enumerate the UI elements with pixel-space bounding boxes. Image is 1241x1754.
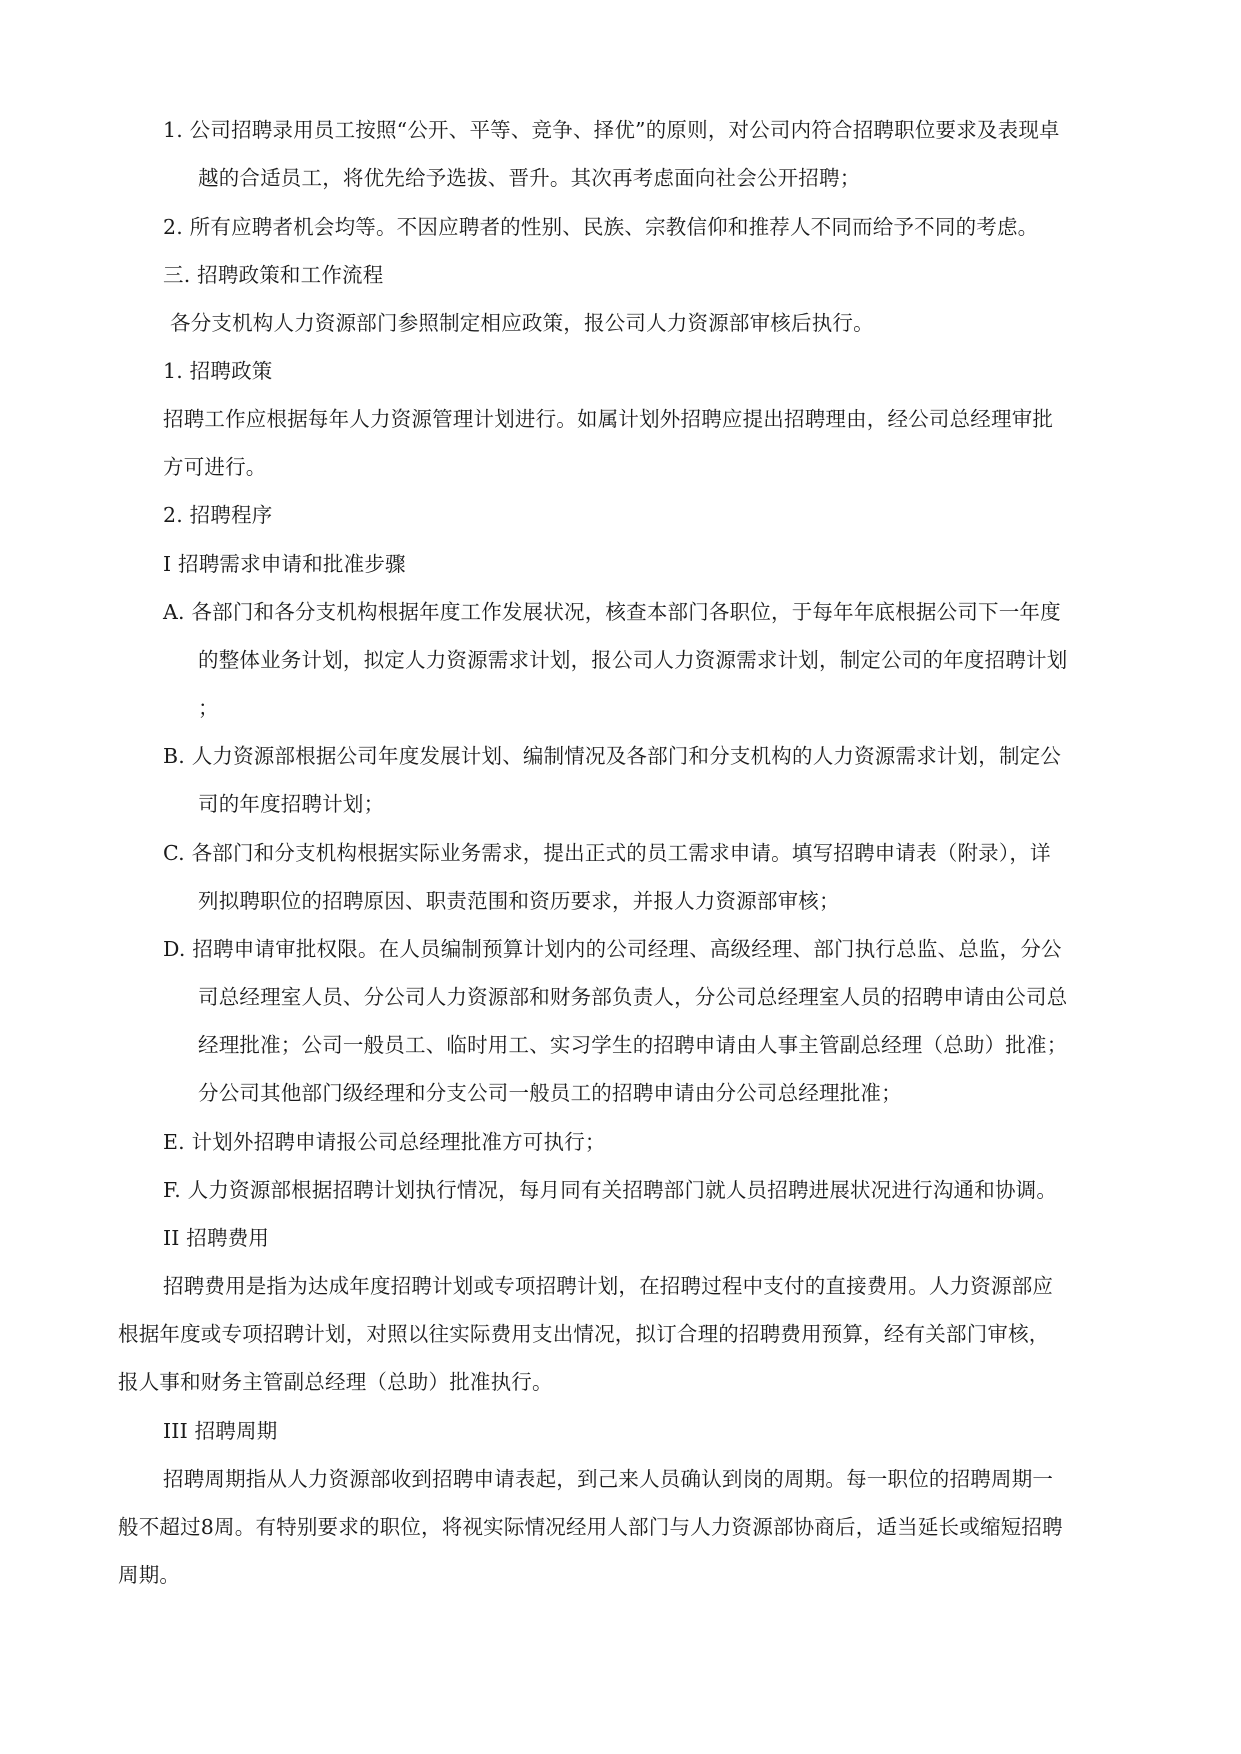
text-line: 方可进行。 (163, 455, 267, 479)
list-item: C. 各部门和分支机构根据实际业务需求，提出正式的员工需求申请。填写招聘申请表（附录），详 (163, 841, 1051, 865)
text-line: 各分支机构人力资源部门参照制定相应政策，报公司人力资源部审核后执行。 (170, 311, 874, 335)
text-line: 的整体业务计划，拟定人力资源需求计划，报公司人力资源需求计划，制定公司的年度招聘计划 (198, 648, 1068, 672)
text-line: 1. 公司招聘录用员工按照“公开、平等、竞争、择优”的原则，对公司内符合招聘职位要求及表现卓 (163, 118, 1060, 142)
text-line: ； (198, 696, 219, 720)
subsection-heading: I 招聘需求申请和批准步骤 (163, 552, 406, 576)
text-line: 分公司其他部门级经理和分支公司一般员工的招聘申请由分公司总经理批准； (198, 1081, 902, 1105)
subsection-heading: 1. 招聘政策 (163, 359, 273, 383)
text-line: 列拟聘职位的招聘原因、职责范围和资历要求，并报人力资源部审核； (198, 889, 840, 913)
subsection-heading: III 招聘周期 (163, 1419, 278, 1443)
list-item: A. 各部门和各分支机构根据年度工作发展状况，核查本部门各职位，于每年年底根据公司下一年度 (163, 600, 1061, 624)
text-line: 般不超过8周。有特别要求的职位，将视实际情况经用人部门与人力资源部协商后，适当延长或缩短招聘 (118, 1515, 1063, 1539)
section-heading: 三. 招聘政策和工作流程 (163, 263, 384, 287)
text-line: 招聘周期指从人力资源部收到招聘申请表起，到己来人员确认到岗的周期。每一职位的招聘周期一 (163, 1467, 1054, 1491)
list-item: B. 人力资源部根据公司年度发展计划、编制情况及各部门和分支机构的人力资源需求计划，制定公 (163, 744, 1062, 768)
text-line: 招聘费用是指为达成年度招聘计划或专项招聘计划，在招聘过程中支付的直接费用。人力资源部应 (163, 1274, 1054, 1298)
subsection-heading: II 招聘费用 (163, 1226, 270, 1250)
list-item: E. 计划外招聘申请报公司总经理批准方可执行； (163, 1130, 606, 1154)
text-line: 根据年度或专项招聘计划，对照以往实际费用支出情况，拟订合理的招聘费用预算，经有关部门审核， (118, 1322, 1050, 1346)
list-item: D. 招聘申请审批权限。在人员编制预算计划内的公司经理、高级经理、部门执行总监、总监，分公 (163, 937, 1062, 961)
text-line: 报人事和财务主管副总经理（总助）批准执行。 (118, 1370, 553, 1394)
list-item: F. 人力资源部根据招聘计划执行情况，每月同有关招聘部门就人员招聘进展状况进行沟通和协调。 (163, 1178, 1058, 1202)
text-line: 经理批准；公司一般员工、临时用工、实习学生的招聘申请由人事主管副总经理（总助）批准； (198, 1033, 1068, 1057)
text-line: 司的年度招聘计划； (198, 792, 385, 816)
text-line: 招聘工作应根据每年人力资源管理计划进行。如属计划外招聘应提出招聘理由，经公司总经理审批 (163, 407, 1054, 431)
text-line: 司总经理室人员、分公司人力资源部和财务部负责人，分公司总经理室人员的招聘申请由公司总 (198, 985, 1068, 1009)
text-line: 周期。 (118, 1563, 181, 1587)
text-line: 2. 所有应聘者机会均等。不因应聘者的性别、民族、宗教信仰和推荐人不同而给予不同的考虑。 (163, 215, 1039, 239)
text-line: 越的合适员工，将优先给予选拔、晋升。其次再考虑面向社会公开招聘； (198, 166, 861, 190)
subsection-heading: 2. 招聘程序 (163, 503, 273, 527)
